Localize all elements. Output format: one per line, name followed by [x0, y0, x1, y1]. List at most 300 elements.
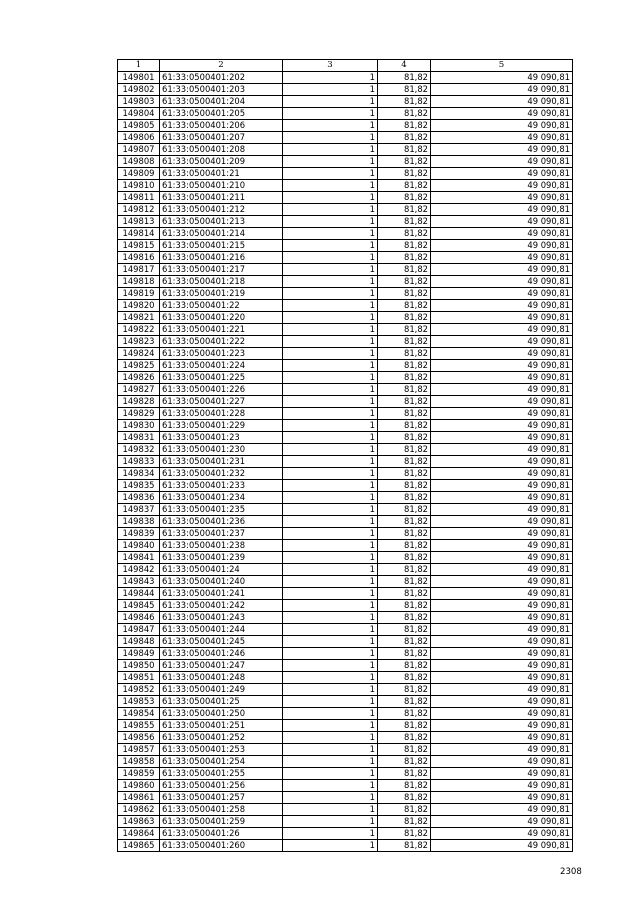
cadastral-number-cell: 61:33:0500401:260: [160, 840, 283, 852]
cadastral-number-cell: 61:33:0500401:258: [160, 804, 283, 816]
area-cell: 81,82: [378, 732, 431, 744]
count-cell: 1: [283, 264, 378, 276]
value-cell: 49 090,81: [431, 132, 573, 144]
value-cell: 49 090,81: [431, 276, 573, 288]
row-number-cell: 149852: [118, 684, 160, 696]
area-cell: 81,82: [378, 96, 431, 108]
cadastral-number-cell: 61:33:0500401:202: [160, 72, 283, 84]
area-cell: 81,82: [378, 336, 431, 348]
count-cell: 1: [283, 96, 378, 108]
cadastral-number-cell: 61:33:0500401:232: [160, 468, 283, 480]
area-cell: 81,82: [378, 552, 431, 564]
row-number-cell: 149826: [118, 372, 160, 384]
table-row: [118, 840, 573, 852]
area-cell: 81,82: [378, 312, 431, 324]
count-cell: 1: [283, 768, 378, 780]
count-cell: 1: [283, 744, 378, 756]
area-cell: 81,82: [378, 576, 431, 588]
table-row: [118, 792, 573, 804]
cadastral-number-cell: 61:33:0500401:239: [160, 552, 283, 564]
cadastral-number-cell: 61:33:0500401:21: [160, 168, 283, 180]
value-cell: 49 090,81: [431, 168, 573, 180]
area-cell: 81,82: [378, 120, 431, 132]
value-cell: 49 090,81: [431, 768, 573, 780]
table-row: [118, 684, 573, 696]
cadastral-number-cell: 61:33:0500401:203: [160, 84, 283, 96]
value-cell: 49 090,81: [431, 732, 573, 744]
row-number-cell: 149827: [118, 384, 160, 396]
table-row: [118, 600, 573, 612]
area-cell: 81,82: [378, 768, 431, 780]
count-cell: 1: [283, 324, 378, 336]
cadastral-number-cell: 61:33:0500401:254: [160, 756, 283, 768]
cadastral-number-cell: 61:33:0500401:220: [160, 312, 283, 324]
area-cell: 81,82: [378, 696, 431, 708]
row-number-cell: 149855: [118, 720, 160, 732]
row-number-cell: 149817: [118, 264, 160, 276]
value-cell: 49 090,81: [431, 240, 573, 252]
count-cell: 1: [283, 684, 378, 696]
cadastral-number-cell: 61:33:0500401:215: [160, 240, 283, 252]
row-number-cell: 149818: [118, 276, 160, 288]
table-row: [118, 444, 573, 456]
cadastral-number-cell: 61:33:0500401:23: [160, 432, 283, 444]
row-number-cell: 149806: [118, 132, 160, 144]
value-cell: 49 090,81: [431, 804, 573, 816]
cadastral-number-cell: 61:33:0500401:218: [160, 276, 283, 288]
value-cell: 49 090,81: [431, 648, 573, 660]
cadastral-number-cell: 61:33:0500401:207: [160, 132, 283, 144]
table-row: [118, 780, 573, 792]
cadastral-number-cell: 61:33:0500401:211: [160, 192, 283, 204]
row-number-cell: 149824: [118, 348, 160, 360]
table-row: [118, 132, 573, 144]
cadastral-number-cell: 61:33:0500401:25: [160, 696, 283, 708]
table-row: [118, 108, 573, 120]
cadastral-number-cell: 61:33:0500401:242: [160, 600, 283, 612]
row-number-cell: 149834: [118, 468, 160, 480]
table-row: [118, 144, 573, 156]
area-cell: 81,82: [378, 600, 431, 612]
count-cell: 1: [283, 612, 378, 624]
value-cell: 49 090,81: [431, 780, 573, 792]
table-row: [118, 504, 573, 516]
area-cell: 81,82: [378, 540, 431, 552]
table-row: [118, 612, 573, 624]
row-number-cell: 149825: [118, 360, 160, 372]
count-cell: 1: [283, 348, 378, 360]
area-cell: 81,82: [378, 84, 431, 96]
area-cell: 81,82: [378, 684, 431, 696]
count-cell: 1: [283, 180, 378, 192]
area-cell: 81,82: [378, 372, 431, 384]
area-cell: 81,82: [378, 360, 431, 372]
register-table: [117, 59, 573, 852]
value-cell: 49 090,81: [431, 552, 573, 564]
table-row: [118, 396, 573, 408]
column-number-row: [118, 60, 573, 72]
area-cell: 81,82: [378, 588, 431, 600]
row-number-cell: 149829: [118, 408, 160, 420]
table-row: [118, 192, 573, 204]
row-number-cell: 149822: [118, 324, 160, 336]
table-row: [118, 228, 573, 240]
area-cell: 81,82: [378, 612, 431, 624]
table-row: [118, 216, 573, 228]
value-cell: 49 090,81: [431, 684, 573, 696]
table-row: [118, 324, 573, 336]
area-cell: 81,82: [378, 180, 431, 192]
row-number-cell: 149831: [118, 432, 160, 444]
count-cell: 1: [283, 804, 378, 816]
count-cell: 1: [283, 492, 378, 504]
cadastral-number-cell: 61:33:0500401:226: [160, 384, 283, 396]
count-cell: 1: [283, 816, 378, 828]
row-number-cell: 149813: [118, 216, 160, 228]
count-cell: 1: [283, 552, 378, 564]
cadastral-number-cell: 61:33:0500401:243: [160, 612, 283, 624]
count-cell: 1: [283, 336, 378, 348]
row-number-cell: 149861: [118, 792, 160, 804]
table-row: [118, 240, 573, 252]
area-cell: 81,82: [378, 456, 431, 468]
cadastral-number-cell: 61:33:0500401:216: [160, 252, 283, 264]
row-number-cell: 149838: [118, 516, 160, 528]
value-cell: 49 090,81: [431, 612, 573, 624]
value-cell: 49 090,81: [431, 432, 573, 444]
row-number-cell: 149844: [118, 588, 160, 600]
count-cell: 1: [283, 468, 378, 480]
cadastral-number-cell: 61:33:0500401:234: [160, 492, 283, 504]
value-cell: 49 090,81: [431, 468, 573, 480]
value-cell: 49 090,81: [431, 708, 573, 720]
table-row: [118, 468, 573, 480]
value-cell: 49 090,81: [431, 108, 573, 120]
area-cell: 81,82: [378, 348, 431, 360]
table-row: [118, 540, 573, 552]
row-number-cell: 149803: [118, 96, 160, 108]
cadastral-number-cell: 61:33:0500401:222: [160, 336, 283, 348]
cadastral-number-cell: 61:33:0500401:22: [160, 300, 283, 312]
cadastral-number-cell: 61:33:0500401:259: [160, 816, 283, 828]
column-header: 3: [283, 60, 378, 72]
count-cell: 1: [283, 408, 378, 420]
cadastral-number-cell: 61:33:0500401:225: [160, 372, 283, 384]
row-number-cell: 149805: [118, 120, 160, 132]
area-cell: 81,82: [378, 324, 431, 336]
area-cell: 81,82: [378, 720, 431, 732]
area-cell: 81,82: [378, 132, 431, 144]
cadastral-number-cell: 61:33:0500401:221: [160, 324, 283, 336]
row-number-cell: 149835: [118, 480, 160, 492]
value-cell: 49 090,81: [431, 624, 573, 636]
area-cell: 81,82: [378, 516, 431, 528]
count-cell: 1: [283, 456, 378, 468]
table-row: [118, 156, 573, 168]
count-cell: 1: [283, 588, 378, 600]
row-number-cell: 149846: [118, 612, 160, 624]
value-cell: 49 090,81: [431, 324, 573, 336]
row-number-cell: 149823: [118, 336, 160, 348]
count-cell: 1: [283, 72, 378, 84]
count-cell: 1: [283, 372, 378, 384]
count-cell: 1: [283, 84, 378, 96]
value-cell: 49 090,81: [431, 288, 573, 300]
table-row: [118, 732, 573, 744]
row-number-cell: 149865: [118, 840, 160, 852]
table-row: [118, 756, 573, 768]
count-cell: 1: [283, 828, 378, 840]
cadastral-number-cell: 61:33:0500401:214: [160, 228, 283, 240]
count-cell: 1: [283, 516, 378, 528]
cadastral-number-cell: 61:33:0500401:246: [160, 648, 283, 660]
count-cell: 1: [283, 480, 378, 492]
count-cell: 1: [283, 444, 378, 456]
cadastral-number-cell: 61:33:0500401:244: [160, 624, 283, 636]
value-cell: 49 090,81: [431, 216, 573, 228]
column-header: 1: [118, 60, 160, 72]
count-cell: 1: [283, 504, 378, 516]
cadastral-number-cell: 61:33:0500401:251: [160, 720, 283, 732]
value-cell: 49 090,81: [431, 636, 573, 648]
area-cell: 81,82: [378, 432, 431, 444]
area-cell: 81,82: [378, 240, 431, 252]
value-cell: 49 090,81: [431, 360, 573, 372]
table-row: [118, 624, 573, 636]
value-cell: 49 090,81: [431, 492, 573, 504]
row-number-cell: 149808: [118, 156, 160, 168]
table-row: [118, 360, 573, 372]
area-cell: 81,82: [378, 420, 431, 432]
row-number-cell: 149859: [118, 768, 160, 780]
row-number-cell: 149842: [118, 564, 160, 576]
table-row: [118, 456, 573, 468]
table-row: [118, 432, 573, 444]
row-number-cell: 149807: [118, 144, 160, 156]
count-cell: 1: [283, 168, 378, 180]
count-cell: 1: [283, 228, 378, 240]
cadastral-number-cell: 61:33:0500401:237: [160, 528, 283, 540]
table-row: [118, 816, 573, 828]
table-row: [118, 804, 573, 816]
area-cell: 81,82: [378, 624, 431, 636]
row-number-cell: 149836: [118, 492, 160, 504]
row-number-cell: 149814: [118, 228, 160, 240]
value-cell: 49 090,81: [431, 396, 573, 408]
table-row: [118, 408, 573, 420]
row-number-cell: 149810: [118, 180, 160, 192]
value-cell: 49 090,81: [431, 264, 573, 276]
row-number-cell: 149828: [118, 396, 160, 408]
cadastral-number-cell: 61:33:0500401:224: [160, 360, 283, 372]
table-row: [118, 492, 573, 504]
page-number: 2308: [560, 867, 582, 877]
table-row: [118, 264, 573, 276]
count-cell: 1: [283, 660, 378, 672]
row-number-cell: 149864: [118, 828, 160, 840]
row-number-cell: 149809: [118, 168, 160, 180]
count-cell: 1: [283, 300, 378, 312]
cadastral-number-cell: 61:33:0500401:255: [160, 768, 283, 780]
value-cell: 49 090,81: [431, 96, 573, 108]
count-cell: 1: [283, 600, 378, 612]
row-number-cell: 149816: [118, 252, 160, 264]
value-cell: 49 090,81: [431, 720, 573, 732]
cadastral-number-cell: 61:33:0500401:233: [160, 480, 283, 492]
value-cell: 49 090,81: [431, 672, 573, 684]
count-cell: 1: [283, 696, 378, 708]
value-cell: 49 090,81: [431, 72, 573, 84]
area-cell: 81,82: [378, 792, 431, 804]
area-cell: 81,82: [378, 144, 431, 156]
cadastral-number-cell: 61:33:0500401:223: [160, 348, 283, 360]
area-cell: 81,82: [378, 804, 431, 816]
area-cell: 81,82: [378, 108, 431, 120]
table-row: [118, 828, 573, 840]
row-number-cell: 149858: [118, 756, 160, 768]
area-cell: 81,82: [378, 408, 431, 420]
area-cell: 81,82: [378, 648, 431, 660]
area-cell: 81,82: [378, 660, 431, 672]
table-row: [118, 204, 573, 216]
value-cell: 49 090,81: [431, 600, 573, 612]
value-cell: 49 090,81: [431, 816, 573, 828]
cadastral-number-cell: 61:33:0500401:250: [160, 708, 283, 720]
value-cell: 49 090,81: [431, 828, 573, 840]
cadastral-number-cell: 61:33:0500401:247: [160, 660, 283, 672]
column-header: 5: [431, 60, 573, 72]
area-cell: 81,82: [378, 276, 431, 288]
row-number-cell: 149843: [118, 576, 160, 588]
area-cell: 81,82: [378, 216, 431, 228]
value-cell: 49 090,81: [431, 516, 573, 528]
count-cell: 1: [283, 576, 378, 588]
cadastral-number-cell: 61:33:0500401:213: [160, 216, 283, 228]
area-cell: 81,82: [378, 204, 431, 216]
table-row: [118, 648, 573, 660]
row-number-cell: 149848: [118, 636, 160, 648]
count-cell: 1: [283, 216, 378, 228]
cadastral-number-cell: 61:33:0500401:208: [160, 144, 283, 156]
area-cell: 81,82: [378, 672, 431, 684]
table-row: [118, 288, 573, 300]
row-number-cell: 149839: [118, 528, 160, 540]
row-number-cell: 149857: [118, 744, 160, 756]
cadastral-number-cell: 61:33:0500401:248: [160, 672, 283, 684]
value-cell: 49 090,81: [431, 300, 573, 312]
value-cell: 49 090,81: [431, 480, 573, 492]
cadastral-number-cell: 61:33:0500401:219: [160, 288, 283, 300]
count-cell: 1: [283, 648, 378, 660]
value-cell: 49 090,81: [431, 840, 573, 852]
count-cell: 1: [283, 420, 378, 432]
row-number-cell: 149863: [118, 816, 160, 828]
row-number-cell: 149837: [118, 504, 160, 516]
table-row: [118, 588, 573, 600]
count-cell: 1: [283, 132, 378, 144]
area-cell: 81,82: [378, 192, 431, 204]
value-cell: 49 090,81: [431, 792, 573, 804]
value-cell: 49 090,81: [431, 660, 573, 672]
area-cell: 81,82: [378, 816, 431, 828]
area-cell: 81,82: [378, 384, 431, 396]
table-row: [118, 744, 573, 756]
table-row: [118, 384, 573, 396]
row-number-cell: 149815: [118, 240, 160, 252]
count-cell: 1: [283, 636, 378, 648]
count-cell: 1: [283, 120, 378, 132]
value-cell: 49 090,81: [431, 120, 573, 132]
value-cell: 49 090,81: [431, 84, 573, 96]
table-row: [118, 528, 573, 540]
cadastral-number-cell: 61:33:0500401:238: [160, 540, 283, 552]
value-cell: 49 090,81: [431, 252, 573, 264]
area-cell: 81,82: [378, 396, 431, 408]
table-row: [118, 72, 573, 84]
cadastral-number-cell: 61:33:0500401:235: [160, 504, 283, 516]
value-cell: 49 090,81: [431, 588, 573, 600]
value-cell: 49 090,81: [431, 756, 573, 768]
count-cell: 1: [283, 564, 378, 576]
table-row: [118, 96, 573, 108]
count-cell: 1: [283, 720, 378, 732]
row-number-cell: 149832: [118, 444, 160, 456]
count-cell: 1: [283, 540, 378, 552]
count-cell: 1: [283, 528, 378, 540]
cadastral-number-cell: 61:33:0500401:206: [160, 120, 283, 132]
row-number-cell: 149851: [118, 672, 160, 684]
row-number-cell: 149845: [118, 600, 160, 612]
count-cell: 1: [283, 192, 378, 204]
count-cell: 1: [283, 360, 378, 372]
cadastral-number-cell: 61:33:0500401:227: [160, 396, 283, 408]
value-cell: 49 090,81: [431, 528, 573, 540]
table-row: [118, 312, 573, 324]
value-cell: 49 090,81: [431, 576, 573, 588]
table-row: [118, 768, 573, 780]
area-cell: 81,82: [378, 504, 431, 516]
value-cell: 49 090,81: [431, 336, 573, 348]
area-cell: 81,82: [378, 708, 431, 720]
area-cell: 81,82: [378, 744, 431, 756]
count-cell: 1: [283, 144, 378, 156]
value-cell: 49 090,81: [431, 180, 573, 192]
table-row: [118, 348, 573, 360]
cadastral-number-cell: 61:33:0500401:245: [160, 636, 283, 648]
column-header: 4: [378, 60, 431, 72]
area-cell: 81,82: [378, 780, 431, 792]
cadastral-number-cell: 61:33:0500401:256: [160, 780, 283, 792]
row-number-cell: 149819: [118, 288, 160, 300]
table-row: [118, 576, 573, 588]
cadastral-number-cell: 61:33:0500401:231: [160, 456, 283, 468]
area-cell: 81,82: [378, 468, 431, 480]
cadastral-number-cell: 61:33:0500401:26: [160, 828, 283, 840]
count-cell: 1: [283, 288, 378, 300]
cadastral-number-cell: 61:33:0500401:205: [160, 108, 283, 120]
table-row: [118, 420, 573, 432]
count-cell: 1: [283, 792, 378, 804]
value-cell: 49 090,81: [431, 156, 573, 168]
table-row: [118, 180, 573, 192]
value-cell: 49 090,81: [431, 384, 573, 396]
value-cell: 49 090,81: [431, 408, 573, 420]
row-number-cell: 149820: [118, 300, 160, 312]
value-cell: 49 090,81: [431, 504, 573, 516]
table-row: [118, 672, 573, 684]
cadastral-number-cell: 61:33:0500401:229: [160, 420, 283, 432]
value-cell: 49 090,81: [431, 696, 573, 708]
